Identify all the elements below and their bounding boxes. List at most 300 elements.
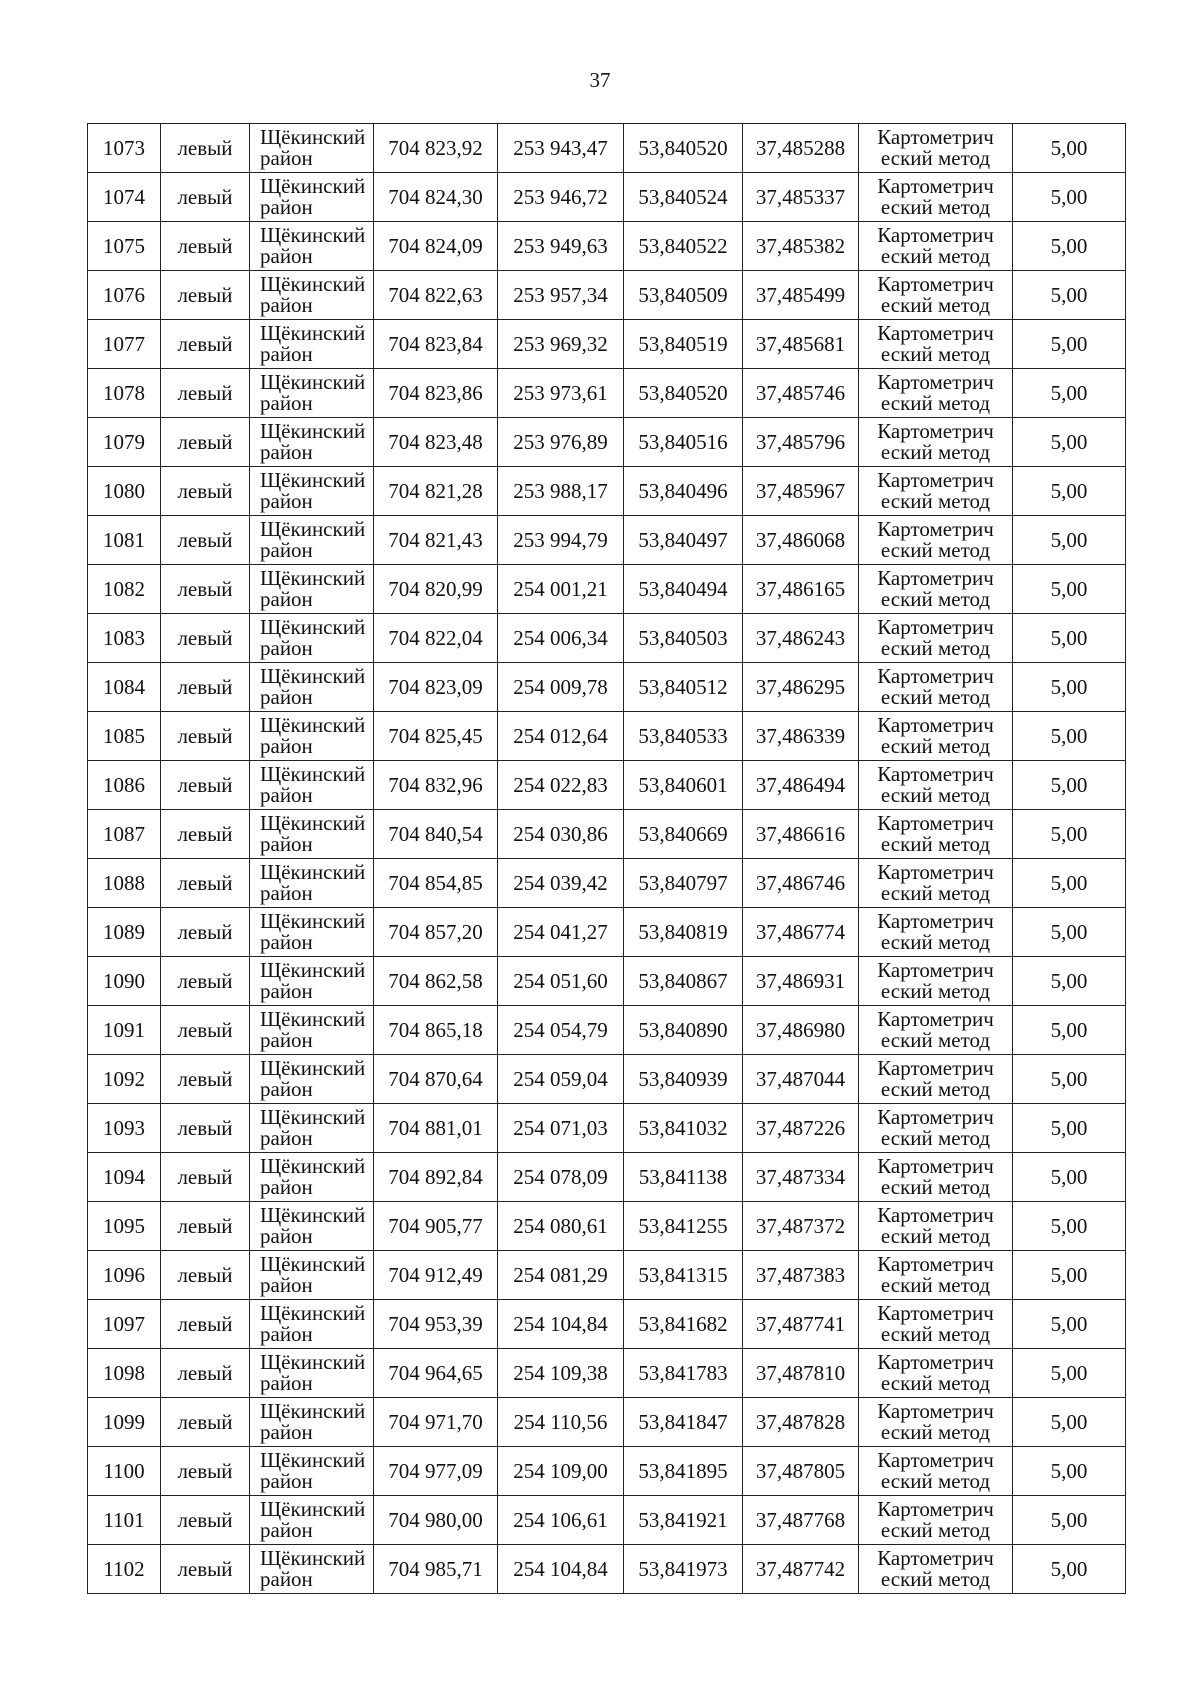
coord-y-cell: 254 104,84	[498, 1300, 624, 1349]
coord-x-cell: 704 881,01	[374, 1104, 498, 1153]
method-cell: Картометрич еский метод	[859, 1398, 1013, 1447]
coord-x-cell: 704 854,85	[374, 859, 498, 908]
coord-x-cell: 704 857,20	[374, 908, 498, 957]
longitude-cell: 37,486616	[743, 810, 859, 859]
latitude-cell: 53,841138	[624, 1153, 743, 1202]
point-number-cell: 1086	[88, 761, 161, 810]
point-number-cell: 1090	[88, 957, 161, 1006]
longitude-cell: 37,487372	[743, 1202, 859, 1251]
latitude-cell: 53,841783	[624, 1349, 743, 1398]
coord-y-cell: 254 030,86	[498, 810, 624, 859]
method-cell: Картометрич еский метод	[859, 1349, 1013, 1398]
latitude-cell: 53,840867	[624, 957, 743, 1006]
longitude-cell: 37,487768	[743, 1496, 859, 1545]
table-row	[88, 1104, 1126, 1153]
district-cell: Щёкинский район	[250, 859, 374, 908]
longitude-cell: 37,486339	[743, 712, 859, 761]
coord-y-cell: 254 109,38	[498, 1349, 624, 1398]
bank-side-cell: левый	[161, 1153, 250, 1202]
latitude-cell: 53,840516	[624, 418, 743, 467]
point-number-cell: 1080	[88, 467, 161, 516]
coord-y-cell: 254 006,34	[498, 614, 624, 663]
method-cell: Картометрич еский метод	[859, 761, 1013, 810]
bank-side-cell: левый	[161, 957, 250, 1006]
longitude-cell: 37,486931	[743, 957, 859, 1006]
point-number-cell: 1075	[88, 222, 161, 271]
bank-side-cell: левый	[161, 859, 250, 908]
latitude-cell: 53,840669	[624, 810, 743, 859]
method-cell: Картометрич еский метод	[859, 957, 1013, 1006]
method-cell: Картометрич еский метод	[859, 1153, 1013, 1202]
table-row	[88, 957, 1126, 1006]
longitude-cell: 37,486165	[743, 565, 859, 614]
district-cell: Щёкинский район	[250, 1251, 374, 1300]
point-number-cell: 1094	[88, 1153, 161, 1202]
longitude-cell: 37,487044	[743, 1055, 859, 1104]
accuracy-cell: 5,00	[1013, 663, 1126, 712]
bank-side-cell: левый	[161, 810, 250, 859]
district-cell: Щёкинский район	[250, 908, 374, 957]
method-cell: Картометрич еский метод	[859, 467, 1013, 516]
coord-x-cell: 704 971,70	[374, 1398, 498, 1447]
latitude-cell: 53,840519	[624, 320, 743, 369]
point-number-cell: 1073	[88, 124, 161, 173]
latitude-cell: 53,841847	[624, 1398, 743, 1447]
point-number-cell: 1096	[88, 1251, 161, 1300]
point-number-cell: 1101	[88, 1496, 161, 1545]
district-cell: Щёкинский район	[250, 222, 374, 271]
accuracy-cell: 5,00	[1013, 908, 1126, 957]
table-row	[88, 1202, 1126, 1251]
district-cell: Щёкинский район	[250, 810, 374, 859]
accuracy-cell: 5,00	[1013, 1202, 1126, 1251]
bank-side-cell: левый	[161, 1398, 250, 1447]
bank-side-cell: левый	[161, 1545, 250, 1594]
coord-y-cell: 253 976,89	[498, 418, 624, 467]
latitude-cell: 53,840497	[624, 516, 743, 565]
latitude-cell: 53,841921	[624, 1496, 743, 1545]
bank-side-cell: левый	[161, 1349, 250, 1398]
longitude-cell: 37,486243	[743, 614, 859, 663]
latitude-cell: 53,840939	[624, 1055, 743, 1104]
method-cell: Картометрич еский метод	[859, 516, 1013, 565]
bank-side-cell: левый	[161, 516, 250, 565]
district-cell: Щёкинский район	[250, 957, 374, 1006]
point-number-cell: 1089	[88, 908, 161, 957]
accuracy-cell: 5,00	[1013, 1545, 1126, 1594]
bank-side-cell: левый	[161, 712, 250, 761]
point-number-cell: 1083	[88, 614, 161, 663]
coord-x-cell: 704 912,49	[374, 1251, 498, 1300]
method-cell: Картометрич еский метод	[859, 712, 1013, 761]
coord-y-cell: 253 973,61	[498, 369, 624, 418]
bank-side-cell: левый	[161, 565, 250, 614]
longitude-cell: 37,485746	[743, 369, 859, 418]
bank-side-cell: левый	[161, 908, 250, 957]
page-number: 37	[589, 68, 611, 92]
method-cell: Картометрич еский метод	[859, 173, 1013, 222]
method-cell: Картометрич еский метод	[859, 663, 1013, 712]
district-cell: Щёкинский район	[250, 173, 374, 222]
latitude-cell: 53,841973	[624, 1545, 743, 1594]
coord-y-cell: 254 001,21	[498, 565, 624, 614]
longitude-cell: 37,485967	[743, 467, 859, 516]
table-row	[88, 1006, 1126, 1055]
table-row	[88, 810, 1126, 859]
district-cell: Щёкинский район	[250, 1447, 374, 1496]
method-cell: Картометрич еский метод	[859, 1545, 1013, 1594]
accuracy-cell: 5,00	[1013, 859, 1126, 908]
accuracy-cell: 5,00	[1013, 1006, 1126, 1055]
coord-y-cell: 254 012,64	[498, 712, 624, 761]
latitude-cell: 53,840520	[624, 369, 743, 418]
district-cell: Щёкинский район	[250, 467, 374, 516]
table-row	[88, 369, 1126, 418]
point-number-cell: 1093	[88, 1104, 161, 1153]
district-cell: Щёкинский район	[250, 1006, 374, 1055]
coordinates-table	[87, 123, 1126, 1594]
coord-x-cell: 704 892,84	[374, 1153, 498, 1202]
point-number-cell: 1084	[88, 663, 161, 712]
coord-y-cell: 254 081,29	[498, 1251, 624, 1300]
longitude-cell: 37,486068	[743, 516, 859, 565]
coord-x-cell: 704 823,84	[374, 320, 498, 369]
coord-x-cell: 704 823,48	[374, 418, 498, 467]
point-number-cell: 1102	[88, 1545, 161, 1594]
table-row	[88, 467, 1126, 516]
table-row	[88, 859, 1126, 908]
coord-x-cell: 704 980,00	[374, 1496, 498, 1545]
bank-side-cell: левый	[161, 1496, 250, 1545]
accuracy-cell: 5,00	[1013, 124, 1126, 173]
latitude-cell: 53,840524	[624, 173, 743, 222]
coord-y-cell: 254 071,03	[498, 1104, 624, 1153]
accuracy-cell: 5,00	[1013, 369, 1126, 418]
coord-x-cell: 704 824,30	[374, 173, 498, 222]
district-cell: Щёкинский район	[250, 271, 374, 320]
longitude-cell: 37,486494	[743, 761, 859, 810]
longitude-cell: 37,485288	[743, 124, 859, 173]
coord-y-cell: 254 078,09	[498, 1153, 624, 1202]
accuracy-cell: 5,00	[1013, 1153, 1126, 1202]
bank-side-cell: левый	[161, 271, 250, 320]
coord-y-cell: 253 988,17	[498, 467, 624, 516]
point-number-cell: 1095	[88, 1202, 161, 1251]
longitude-cell: 37,486295	[743, 663, 859, 712]
point-number-cell: 1085	[88, 712, 161, 761]
accuracy-cell: 5,00	[1013, 1349, 1126, 1398]
bank-side-cell: левый	[161, 761, 250, 810]
accuracy-cell: 5,00	[1013, 1496, 1126, 1545]
coord-x-cell: 704 821,28	[374, 467, 498, 516]
accuracy-cell: 5,00	[1013, 467, 1126, 516]
coord-x-cell: 704 823,09	[374, 663, 498, 712]
coord-x-cell: 704 865,18	[374, 1006, 498, 1055]
longitude-cell: 37,485382	[743, 222, 859, 271]
longitude-cell: 37,487810	[743, 1349, 859, 1398]
coord-y-cell: 254 106,61	[498, 1496, 624, 1545]
method-cell: Картометрич еский метод	[859, 1104, 1013, 1153]
coord-x-cell: 704 823,86	[374, 369, 498, 418]
coord-y-cell: 254 009,78	[498, 663, 624, 712]
point-number-cell: 1092	[88, 1055, 161, 1104]
bank-side-cell: левый	[161, 1104, 250, 1153]
accuracy-cell: 5,00	[1013, 222, 1126, 271]
coord-y-cell: 254 041,27	[498, 908, 624, 957]
accuracy-cell: 5,00	[1013, 1300, 1126, 1349]
district-cell: Щёкинский район	[250, 418, 374, 467]
table-row	[88, 124, 1126, 173]
district-cell: Щёкинский район	[250, 614, 374, 663]
coord-y-cell: 254 022,83	[498, 761, 624, 810]
point-number-cell: 1081	[88, 516, 161, 565]
district-cell: Щёкинский район	[250, 1300, 374, 1349]
method-cell: Картометрич еский метод	[859, 908, 1013, 957]
bank-side-cell: левый	[161, 173, 250, 222]
latitude-cell: 53,841255	[624, 1202, 743, 1251]
method-cell: Картометрич еский метод	[859, 271, 1013, 320]
coord-x-cell: 704 862,58	[374, 957, 498, 1006]
point-number-cell: 1100	[88, 1447, 161, 1496]
latitude-cell: 53,840797	[624, 859, 743, 908]
longitude-cell: 37,486774	[743, 908, 859, 957]
accuracy-cell: 5,00	[1013, 320, 1126, 369]
coord-y-cell: 253 943,47	[498, 124, 624, 173]
method-cell: Картометрич еский метод	[859, 320, 1013, 369]
coord-y-cell: 254 109,00	[498, 1447, 624, 1496]
bank-side-cell: левый	[161, 1300, 250, 1349]
coord-y-cell: 253 969,32	[498, 320, 624, 369]
point-number-cell: 1076	[88, 271, 161, 320]
district-cell: Щёкинский район	[250, 1104, 374, 1153]
table-row	[88, 908, 1126, 957]
method-cell: Картометрич еский метод	[859, 418, 1013, 467]
latitude-cell: 53,840819	[624, 908, 743, 957]
bank-side-cell: левый	[161, 1006, 250, 1055]
latitude-cell: 53,840496	[624, 467, 743, 516]
coord-x-cell: 704 840,54	[374, 810, 498, 859]
method-cell: Картометрич еский метод	[859, 222, 1013, 271]
point-number-cell: 1087	[88, 810, 161, 859]
coord-x-cell: 704 985,71	[374, 1545, 498, 1594]
coord-x-cell: 704 964,65	[374, 1349, 498, 1398]
coord-y-cell: 253 957,34	[498, 271, 624, 320]
coord-y-cell: 254 059,04	[498, 1055, 624, 1104]
latitude-cell: 53,840533	[624, 712, 743, 761]
method-cell: Картометрич еский метод	[859, 369, 1013, 418]
latitude-cell: 53,840509	[624, 271, 743, 320]
method-cell: Картометрич еский метод	[859, 1055, 1013, 1104]
longitude-cell: 37,487741	[743, 1300, 859, 1349]
coord-x-cell: 704 824,09	[374, 222, 498, 271]
coord-y-cell: 253 946,72	[498, 173, 624, 222]
table-row	[88, 418, 1126, 467]
point-number-cell: 1079	[88, 418, 161, 467]
accuracy-cell: 5,00	[1013, 1104, 1126, 1153]
accuracy-cell: 5,00	[1013, 614, 1126, 663]
table-row	[88, 320, 1126, 369]
district-cell: Щёкинский район	[250, 1496, 374, 1545]
point-number-cell: 1099	[88, 1398, 161, 1447]
table-row	[88, 1545, 1126, 1594]
district-cell: Щёкинский район	[250, 369, 374, 418]
latitude-cell: 53,840512	[624, 663, 743, 712]
table-row	[88, 173, 1126, 222]
method-cell: Картометрич еский метод	[859, 1300, 1013, 1349]
bank-side-cell: левый	[161, 418, 250, 467]
coord-y-cell: 253 949,63	[498, 222, 624, 271]
bank-side-cell: левый	[161, 614, 250, 663]
district-cell: Щёкинский район	[250, 663, 374, 712]
latitude-cell: 53,840522	[624, 222, 743, 271]
district-cell: Щёкинский район	[250, 1349, 374, 1398]
coord-y-cell: 254 104,84	[498, 1545, 624, 1594]
longitude-cell: 37,487742	[743, 1545, 859, 1594]
latitude-cell: 53,840520	[624, 124, 743, 173]
point-number-cell: 1091	[88, 1006, 161, 1055]
latitude-cell: 53,841895	[624, 1447, 743, 1496]
coord-y-cell: 254 039,42	[498, 859, 624, 908]
coord-y-cell: 254 051,60	[498, 957, 624, 1006]
table-row	[88, 1496, 1126, 1545]
method-cell: Картометрич еский метод	[859, 810, 1013, 859]
longitude-cell: 37,487226	[743, 1104, 859, 1153]
longitude-cell: 37,486980	[743, 1006, 859, 1055]
latitude-cell: 53,840890	[624, 1006, 743, 1055]
table-row	[88, 565, 1126, 614]
district-cell: Щёкинский район	[250, 320, 374, 369]
district-cell: Щёкинский район	[250, 712, 374, 761]
table-row	[88, 516, 1126, 565]
table-body	[88, 124, 1126, 1594]
method-cell: Картометрич еский метод	[859, 1496, 1013, 1545]
point-number-cell: 1082	[88, 565, 161, 614]
coord-y-cell: 253 994,79	[498, 516, 624, 565]
table-row	[88, 271, 1126, 320]
accuracy-cell: 5,00	[1013, 1398, 1126, 1447]
method-cell: Картометрич еский метод	[859, 1251, 1013, 1300]
coord-x-cell: 704 823,92	[374, 124, 498, 173]
accuracy-cell: 5,00	[1013, 271, 1126, 320]
longitude-cell: 37,487334	[743, 1153, 859, 1202]
method-cell: Картометрич еский метод	[859, 859, 1013, 908]
coord-x-cell: 704 821,43	[374, 516, 498, 565]
bank-side-cell: левый	[161, 1055, 250, 1104]
bank-side-cell: левый	[161, 124, 250, 173]
table-row	[88, 1300, 1126, 1349]
table-row	[88, 1398, 1126, 1447]
coord-y-cell: 254 080,61	[498, 1202, 624, 1251]
accuracy-cell: 5,00	[1013, 173, 1126, 222]
table-row	[88, 761, 1126, 810]
district-cell: Щёкинский район	[250, 1398, 374, 1447]
coord-x-cell: 704 832,96	[374, 761, 498, 810]
coord-x-cell: 704 905,77	[374, 1202, 498, 1251]
latitude-cell: 53,841682	[624, 1300, 743, 1349]
district-cell: Щёкинский район	[250, 1055, 374, 1104]
table-row	[88, 1055, 1126, 1104]
table-row	[88, 663, 1126, 712]
longitude-cell: 37,485499	[743, 271, 859, 320]
method-cell: Картометрич еский метод	[859, 614, 1013, 663]
point-number-cell: 1078	[88, 369, 161, 418]
point-number-cell: 1097	[88, 1300, 161, 1349]
coord-x-cell: 704 977,09	[374, 1447, 498, 1496]
table-row	[88, 222, 1126, 271]
coord-x-cell: 704 822,04	[374, 614, 498, 663]
longitude-cell: 37,487828	[743, 1398, 859, 1447]
method-cell: Картометрич еский метод	[859, 565, 1013, 614]
latitude-cell: 53,840494	[624, 565, 743, 614]
bank-side-cell: левый	[161, 1251, 250, 1300]
method-cell: Картометрич еский метод	[859, 1447, 1013, 1496]
point-number-cell: 1074	[88, 173, 161, 222]
table-row	[88, 1153, 1126, 1202]
district-cell: Щёкинский район	[250, 1202, 374, 1251]
coord-x-cell: 704 822,63	[374, 271, 498, 320]
table-row	[88, 712, 1126, 761]
point-number-cell: 1088	[88, 859, 161, 908]
district-cell: Щёкинский район	[250, 1153, 374, 1202]
method-cell: Картометрич еский метод	[859, 1202, 1013, 1251]
district-cell: Щёкинский район	[250, 761, 374, 810]
accuracy-cell: 5,00	[1013, 418, 1126, 467]
district-cell: Щёкинский район	[250, 124, 374, 173]
bank-side-cell: левый	[161, 222, 250, 271]
bank-side-cell: левый	[161, 1202, 250, 1251]
coord-y-cell: 254 110,56	[498, 1398, 624, 1447]
point-number-cell: 1098	[88, 1349, 161, 1398]
point-number-cell: 1077	[88, 320, 161, 369]
method-cell: Картометрич еский метод	[859, 1006, 1013, 1055]
longitude-cell: 37,487383	[743, 1251, 859, 1300]
bank-side-cell: левый	[161, 320, 250, 369]
accuracy-cell: 5,00	[1013, 1447, 1126, 1496]
accuracy-cell: 5,00	[1013, 761, 1126, 810]
bank-side-cell: левый	[161, 369, 250, 418]
table-row	[88, 1251, 1126, 1300]
latitude-cell: 53,840601	[624, 761, 743, 810]
latitude-cell: 53,841032	[624, 1104, 743, 1153]
longitude-cell: 37,485796	[743, 418, 859, 467]
bank-side-cell: левый	[161, 1447, 250, 1496]
coord-y-cell: 254 054,79	[498, 1006, 624, 1055]
longitude-cell: 37,485337	[743, 173, 859, 222]
accuracy-cell: 5,00	[1013, 565, 1126, 614]
longitude-cell: 37,486746	[743, 859, 859, 908]
accuracy-cell: 5,00	[1013, 1055, 1126, 1104]
longitude-cell: 37,485681	[743, 320, 859, 369]
district-cell: Щёкинский район	[250, 565, 374, 614]
accuracy-cell: 5,00	[1013, 810, 1126, 859]
district-cell: Щёкинский район	[250, 1545, 374, 1594]
table-row	[88, 614, 1126, 663]
coord-x-cell: 704 953,39	[374, 1300, 498, 1349]
bank-side-cell: левый	[161, 467, 250, 516]
coord-x-cell: 704 820,99	[374, 565, 498, 614]
latitude-cell: 53,841315	[624, 1251, 743, 1300]
accuracy-cell: 5,00	[1013, 1251, 1126, 1300]
bank-side-cell: левый	[161, 663, 250, 712]
longitude-cell: 37,487805	[743, 1447, 859, 1496]
district-cell: Щёкинский район	[250, 516, 374, 565]
accuracy-cell: 5,00	[1013, 516, 1126, 565]
coord-x-cell: 704 825,45	[374, 712, 498, 761]
coord-x-cell: 704 870,64	[374, 1055, 498, 1104]
method-cell: Картометрич еский метод	[859, 124, 1013, 173]
accuracy-cell: 5,00	[1013, 712, 1126, 761]
latitude-cell: 53,840503	[624, 614, 743, 663]
